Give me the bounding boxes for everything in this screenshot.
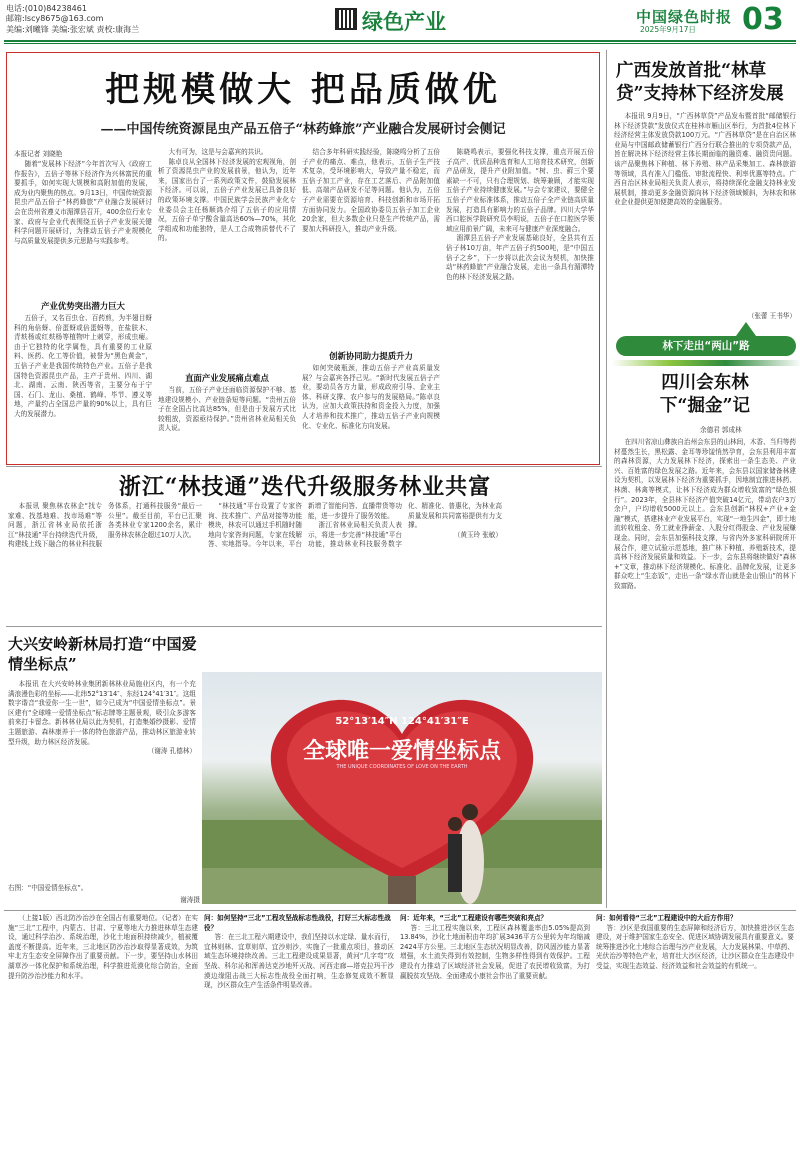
page-number: 03: [742, 2, 784, 37]
lead-col1: 随着“发展林下经济”今年首次写入《政府工作报告》，五倍子等林下经济作为兴林富民的重要抓手，如何实现大规模和高附加值的发展，成为业内聚焦的热点。9月13日，中国传统资源昆虫产品五倍子“林药蜂旅”产业融合发展研讨会在贵州省遵义市湄潭县召开，400余位行业专家、政府与企业代表围绕五倍子产业发展关键科学问题开展研讨，为推动五倍子产业规模化与高质量发展提供多元思路与实践参考。: [14, 160, 152, 245]
bottom-sub1: 问：如何坚持“三北”工程攻坚战标志性战役，打好三大标志性战役？: [204, 914, 391, 932]
bottom-col4: 问：如何看待“三北”工程建设中的大后方作用？ 答：沙区是我国重要的生态屏障和经济后方，加快推进沙区生态建设，对于维护国家生态安全、促进区域协调发展具有重要意义。要统筹推进沙化土地综合治理与沙产业发展，大力发展林果、中草药、光伏治沙等特色产业，培育壮大沙区经济，让沙区群众在生态建设中受益，实现生态效益、经济效益和社会效益的有机统一。: [596, 914, 794, 970]
side2-body: 在四川省凉山彝族自治州会东县的山林间，木香、当归等药材蔓然生长，黑松露、金耳等珍馐悄然孕育，会东县利用丰富的森林资源，大力发展林下经济，探索出一条生态美、产业兴、百姓富的绿色发展之路。近年来，会东县以国家储备林建设为契机，以发展林下经济为重要抓手，因地制宜推进林药、林菌、林禽等模式，让林下经济成为群众增收致富的“绿色银行”。2023年，全县林下经济产值突破14亿元，带动农户3万余户，户均增收5000元以上。会东县创新“林权+产业+金融”模式，搭建林业产业发展平台，实现“一地生四金”，即土地流转收租金、务工就业挣薪金、入股分红得股金、产业发展赚现金。同时，会东县加强科技支撑，与省内外多家科研院所开展合作，建立试验示范基地，推广林下种植、养殖新技术，提高林下经济发展质量和效益。下一步，会东县将继续做好“森林+”文章，推动林下经济规模化、标准化、品牌化发展，让更多群众吃上“生态饭”，走出一条“绿水青山就是金山银山”的林下致富路。: [614, 438, 796, 590]
side2-byline: 余德君 郭成林: [700, 426, 742, 434]
side1-credit: （张蕾 王书华）: [747, 312, 796, 320]
love-coordinate-photo: [202, 672, 602, 904]
editors: 美编:刘曦锋 美编:张宏斌 责校:康海兰: [6, 24, 140, 34]
photo-slogan: THE UNIQUE COORDINATES OF LOVE ON THE EARTH: [336, 764, 468, 770]
lead-subhead-3: 创新协同助力提质升力: [329, 351, 413, 361]
photo-coordinates: 52°13′14″N 124°41′31″E: [335, 716, 469, 727]
daxing-credit: （谢涛 孔德林）: [147, 747, 196, 756]
lead-headline: 把规模做大 把品质做优: [105, 70, 501, 110]
email: 邮箱:lscy8675@163.com: [6, 14, 104, 24]
section-rule: [6, 466, 602, 467]
newspaper-brand: 中国绿色时报: [636, 8, 733, 26]
mid-headline: 浙江“林技通”迭代升级服务林业共富: [118, 474, 492, 500]
photo-caption: 右图：“中国爱情坐标点”。: [8, 884, 88, 892]
masthead-rule: [4, 40, 796, 42]
bottom-col2: 问：如何坚持“三北”工程攻坚战标志性战役，打好三大标志性战役？ 答：在三北工程六期建设中，我们坚持以水定绿、量水而行，宜林则林、宜草则草、宜沙则沙，实施了一批重点项目，推动区域生态环境持续改善。三北工程建设成果显著，黄河“几字弯”攻坚战、科尔沁和浑善达克沙地歼灭战、河西走廊—塔克拉玛干沙漠边缘阻击战三大标志性战役全面打响，生态修复成效不断显现，沙区群众生产生活条件明显改善。: [204, 914, 394, 990]
masthead-rule-thin: [4, 43, 796, 44]
lead-col1b: 五倍子，又名百虫仓、百药煎，为半翅目蚜科的角倍蚜、倍蛋蚜或倍蛋蚜等，在盐肤木、青麸杨或红麸杨等植物叶上刺穿，形成虫瘿。由于它独特的化学属性，具有重要的工业原料、医药、化工等价值，被誉为“黑色黄金”，五倍子产业是我国传统特色产业。五倍子是我国特色资源昆虫产品，主产于贵州、四川、湖北、湖南、云南、陕西等省，主要分布于宁国、石门、龙山、桑植、鹤峰、毕节、遵义等地，产量约占全国总产量的90%以上，具有巨大的发展潜力。: [14, 314, 152, 418]
lead-byline: 本报记者 刘晓艳: [14, 150, 63, 158]
section-title: 绿色产业: [362, 9, 446, 34]
side2-badge: 林下走出“两山”路: [616, 336, 796, 356]
lead-col2: 大有可为，这是与会嘉宾的共识。 陈卓良从全国林下经济发展的宏观视角，剖析了资源昆虫产业的发展前景，他认为，近年来，国家出台了一系列政策文件，鼓励发展林下经济。可以说，五倍子产业发展已具备良好的政策环境支撑。中国民族学会民族产业化专业委员会主任杨顺鸿介绍了五倍子的应用情况，五倍子单宁酸含量高达60%—70%，其化学组成和功能独特，是人工合成物质替代不了的。: [158, 148, 296, 243]
bottom-sub3: 问：如何看待“三北”工程建设中的大后方作用？: [596, 914, 737, 922]
lead-subhead-1: 产业优势突出潜力巨大: [41, 301, 125, 311]
column-divider: [606, 50, 607, 908]
masthead-contact: [6, 4, 139, 35]
phone: 电话:(010)84238461: [6, 4, 87, 13]
daxing-headline: 大兴安岭新林局打造“中国爱情坐标点”: [8, 635, 197, 673]
lead-col4: 陈晓鸣表示，要强化科技支撑，重点开展五倍子高产、优质品种选育和人工培育技术研究，创新产品研发，提升产业附加值。“树、虫、藓三个要素缺一不可，只有合理规划、统筹兼顾，才能实现五倍子产业持续健康发展。”与会专家建议，要健全五倍子产业标准体系，推动五倍子全产业链高质量发展，打造具有影响力的五倍子品牌。四川大学华西口腔医学院研究员李明说，五倍子在口腔医学领域应用前景广阔，未来可与健康产业深度融合。 湄潭县五倍子产业发展基础良好，全县共有五倍子林10万亩，年产五倍子约500吨，是“中国五倍子之乡”，下一步将以此次会议为契机，加快推动“林药蜂旅”产业融合发展，走出一条具有湄潭特色的林下经济发展之路。: [446, 148, 594, 281]
side2-headline: 四川会东林下“掘金”记: [659, 373, 751, 416]
lead-col2c: 当前，五倍子产业还面临资源保护不够、基地建设规模小、产业链条短等问题。“贵州五倍子在全国占比高达85%，但是由于发展方式比较粗放，资源亟待保护。”贵州省林业局相关负责人说。: [158, 386, 296, 433]
lead-col3b: 如何突破瓶颈，推动五倍子产业高质量发展？与会嘉宾各抒己见。“新时代发展五倍子产业，要动员各方力量，形成政府引导、企业主体、科研支撑、农户参与的发展格局。”陈卓良认为，应加大政策扶持和资金投入力度，加强人才培养和技术推广，推动五倍子产业向规模化、专业化、标准化方向发展。: [302, 364, 440, 430]
side1-headline: 广西发放首批“林草贷”支持林下经济发展: [616, 61, 784, 104]
bottom-rule: [4, 910, 796, 911]
lead-subhead-2: 直面产业发展痛点难点: [185, 373, 269, 383]
bottom-col3: 问：近年来，“三北”工程建设有哪些突破和亮点？ 答：三北工程实施以来，工程区森林覆盖率由5.05%提高到13.84%，沙化土地面积由年均扩展3436平方公里转为年均缩减2424平方公里。三北地区生态状况明显改善，防风固沙能力显著增强，水土流失得到有效控制，生物多样性得到有效保护。工程建设有力推动了区域经济社会发展，促进了农民增收致富，为打赢脱贫攻坚战、全面建成小康社会作出了重要贡献。: [400, 914, 590, 980]
bottom-col1: （上接1版）西北防沙治沙在全国占有重要地位。（记者）在实施“三北”工程中，内蒙古、甘肃、宁夏等地大力推进林草生态建设，通过科学治沙、系统治理，沙化土地面积持续减少，植被覆盖度不断提高。近年来，三北地区防沙治沙取得显著成效，为筑牢北方生态安全屏障作出了重要贡献。下一步，要坚持山水林田湖草沙一体化保护和系统治理，科学推进荒漠化综合防治，全面提升防沙治沙能力和水平。: [8, 914, 198, 980]
lead-subheadline: ——中国传统资源昆虫产品五倍子“林药蜂旅”产业融合发展研讨会侧记: [100, 122, 506, 137]
qr-code-icon: [335, 8, 357, 30]
decorative-ribbon: [612, 360, 800, 366]
photographer: 谢涛摄: [180, 896, 200, 904]
issue-date: 2025年9月17日: [640, 25, 696, 34]
photo-title: 全球唯一爱情坐标点: [302, 738, 501, 764]
daxing-body: 本报讯 在大兴安岭林业集团新林林业局施业区内，有一个充满浪漫色彩的坐标——北纬52°13′14″、东经124°41′31″。这组数字谐音“我爱你一生一世”，如今已成为“中国爱情坐标点”。景区建有“全球唯一爱情坐标点”标志牌等主题景观，吸引众多游客前来打卡留念。新林林业局以此为契机，打造集婚纱摄影、爱情主题旅游、森林康养于一体的特色旅游产品，推动林区旅游业转型升级，助力林区经济发展。 （谢涛 孔德林）: [8, 680, 196, 756]
photo-illustration: [202, 672, 602, 904]
section-rule-2: [6, 626, 602, 627]
lead-col3: 结合多年科研实践经验，陈晓鸣分析了五倍子产业的痛点、难点，他表示，五倍子生产技术复杂，受环境影响大，导致产量不稳定，而五倍子加工产业，存在工艺落后、产品附加值低、高端产品研发不足等问题。他认为，五倍子产业需要在资源培育、科技创新和市场开拓方面协同发力。全国政协委员五倍子加工企业20余家，但大多数企业只是生产传统产品，需要加大科研投入，推动产业升级。: [302, 148, 440, 233]
bottom-sub2: 问：近年来，“三北”工程建设有哪些突破和亮点？: [400, 914, 548, 922]
mid-body: 本报讯 聚焦林农林企“找专家难、找基地难、找市场难”等问题，浙江省林业局依托浙江“林技通”平台持续迭代升级，构建线上线下融合的林业科技服务体系，打通科技服务“最后一公里”。截至目前，平台已汇聚各类林业专家1200余名，累计服务林农林企超过10万人次。 “林技通”平台设置了专家咨询、技术推广、产品对接等功能模块，林农可以通过手机随时随地向专家咨询问题，专家在线解答、实地指导。今年以来，平台新增了智能问答、直播带货等功能，进一步提升了服务效能。 浙江省林业局相关负责人表示，将进一步完善“林技通”平台功能，推动林业科技服务数字化、精准化、普惠化，为林业高质量发展和共同富裕提供有力支撑。 （黄玉玲 张敏）: [8, 502, 502, 549]
side1-body: 本报讯 9月9日，“广西林草贷”产品发布暨首批“邮储银行林下经济贷款”发放仪式在桂林市雁山区举行，为首批4位林下经济经营主体发放贷款100万元。“广西林草贷”是在自治区林业局与中国邮政储蓄银行广西分行联合推出的专项贷款产品，旨在解决林下经济经营主体长期面临的融资难、融资贵问题。该产品聚焦林下种植、林下养殖、林产品采集加工、森林旅游等领域，具有准入门槛低、审批流程快、利率优惠等特点。广西自治区林业局相关负责人表示，将持续深化金融支持林业发展机制，推动更多金融资源向林下经济领域倾斜，为林农和林业企业提供更加便捷高效的金融服务。: [614, 112, 796, 207]
mid-credit: （黄玉玲 张敏）: [453, 530, 502, 539]
